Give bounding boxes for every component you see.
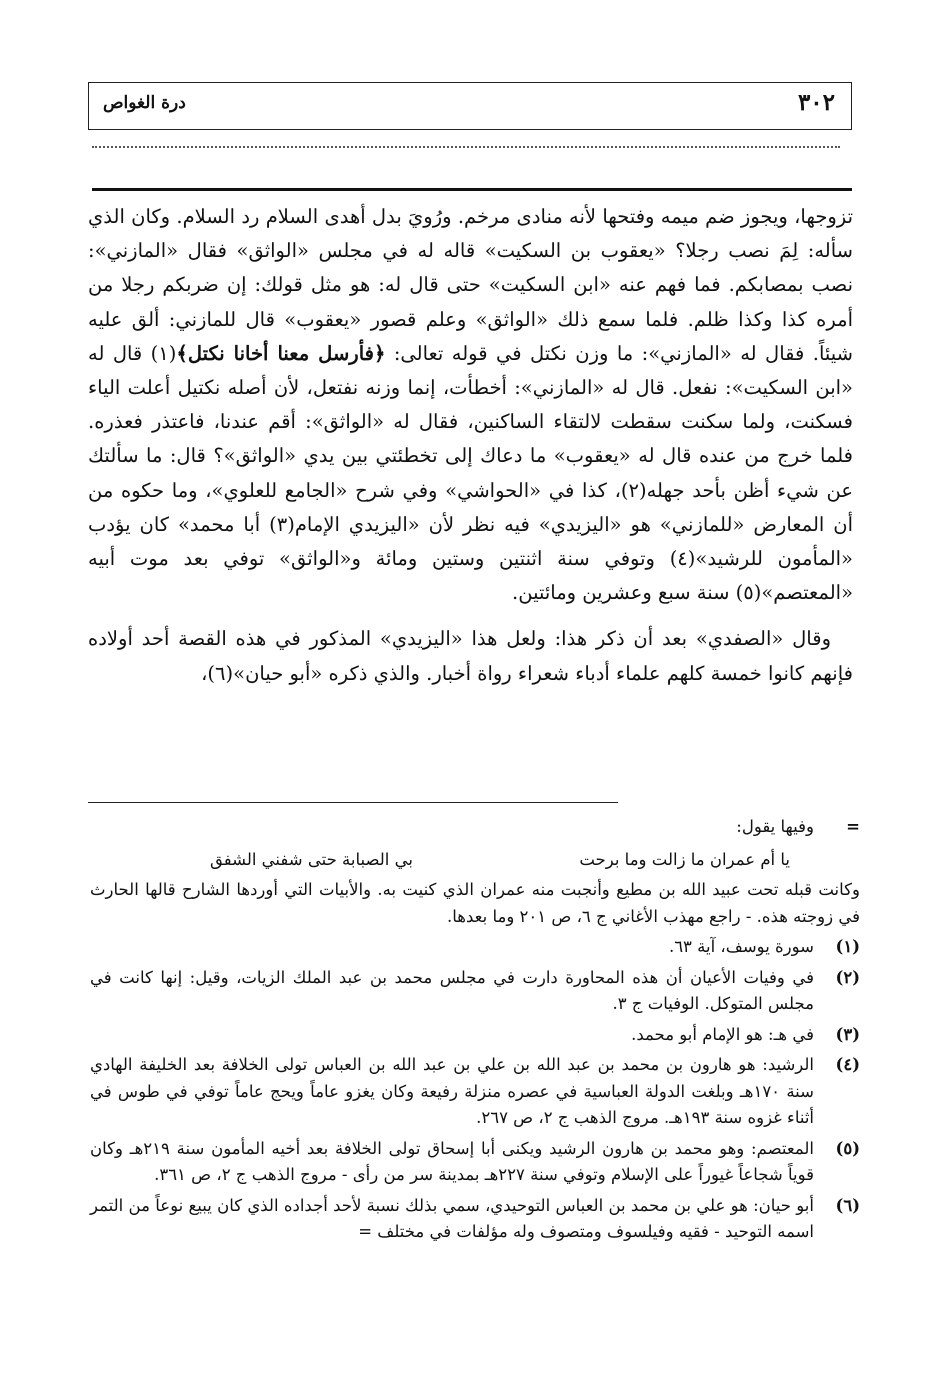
footnote-number: (٦): [835, 1195, 860, 1215]
footnote-text: وفيها يقول:: [736, 817, 814, 836]
footnote: [90, 934, 860, 961]
footnote: [90, 1022, 860, 1049]
footnote: [90, 1052, 860, 1132]
footnote: [90, 1136, 860, 1189]
footnote-number: (٣): [835, 1024, 860, 1044]
footnote-text: في وفيات الأعيان أن هذه المحاورة دارت في مجلس محمد بن عبد الملك الزيات، وقيل: إنها كانت في مجلس المتوكل. الوفيات ج ٣.: [90, 967, 814, 1013]
footnote-continued: [90, 814, 860, 841]
text-run: (١) قال له «ابن السكيت»: نفعل. قال له «المازني»: أخطأت، إنما وزنه نفتعل، لأن أصله نكتيل أعلت الياء فسكنت، ولما سكنت سقطت لالتقاء الساكنين، فقال له «الواثق»: أقم عندنا، فاعتذر فعذره. فلما خرج من عنده قال له «يعقوب» ما دعاك إلى تخطئتي بين يدي «الواثق»؟ قال: ما سألتك عن شيء أظن بأحد جهله(٢)، كذا في «الحواشي» وفي شرح «الجامع للعلوي»، وما حكوه من أن المعارض «للمازني» هو «اليزيدي» فيه نظر لأن «اليزيدي الإمام(٣) أبا محمد» كان يؤدب «المأمون للرشيد»(٤) وتوفي سنة اثنتين وستين ومائة و«الواثق» توفي بعد موت أبيه «المعتصم»(٥) سنة سبع وعشرين ومائتين.: [88, 341, 853, 605]
footnotes: [90, 814, 860, 1250]
footnote-text: الرشيد: هو هارون بن محمد بن عبد الله بن علي بن عبد الله بن العباس تولى الخلافة بعد الخليفة الهادي سنة ١٧٠هـ وبلغت الدولة العباسية في عصره منزلة رفيعة وكان يغزو عاماً ويحج عاماً توفي في طوس في أثناء غزوه سنة ١٩٣هـ. مروج الذهب ج ٢، ص ٢٦٧.: [90, 1055, 814, 1127]
footnote-number: (٥): [835, 1138, 860, 1158]
quran-verse: ﴿فأرسل معنا أخانا نكتل﴾: [176, 341, 386, 365]
footnote-text: في هـ: هو الإمام أبو محمد.: [631, 1024, 814, 1044]
verse-hemistich: بي الصبابة حتى شفني الشفق: [210, 849, 413, 869]
footnote: [90, 965, 860, 1018]
page-number: ٣٠٢: [797, 89, 835, 116]
footnote-text: سورة يوسف، آية ٦٣.: [668, 937, 814, 956]
text-run: تزوجها، ويجوز ضم ميمه وفتحها لأنه منادى مرخم. ورُويَ بدل أهدى السلام رد السلام. وكان الذي سأله: لِمَ نصب رجلا؟ «يعقوب بن السكيت» قاله له في مجلس «الواثق» فقال «المازني»: نصب بمصابكم. فما فهم عنه «ابن السكيت» حتى قال له: هو مثل قولك: إن ضربكم رجلا من أمره كذا وكذا ظلم. فلما سمع ذلك «الواثق» وعلم قصور «يعقوب» قال للمازني: ألق عليه شيئاً. فقال له «المازني»: ما وزن نكتل في قوله تعالى:: [88, 205, 853, 365]
poem-verse: [90, 847, 860, 874]
dotted-separator: [92, 146, 840, 148]
paragraph: [88, 200, 853, 610]
footnote-number: (٤): [835, 1055, 860, 1074]
paragraph: [88, 622, 853, 690]
footnote-text: وكانت قبله تحت عبيد الله بن مطيع وأنجبت منه عمران الذي كنيت به. والأبيات التي أوردها الشارح قالها الحارث في زوجته هذه. - راجع مهذب الأغاني ج ٦، ص ٢٠١ وما بعدها.: [90, 880, 860, 926]
header-rule: [92, 188, 852, 191]
running-title: درة الغواص: [103, 93, 186, 113]
footnote: [90, 1193, 860, 1246]
footnote-number: (١): [835, 937, 860, 956]
page-header: [88, 82, 852, 130]
verse-hemistich: يا أم عمران ما زالت وما برحت: [579, 849, 790, 869]
footnote-text: المعتصم: وهو محمد بن هارون الرشيد ويكنى أبا إسحاق تولى الخلافة بعد أخيه المأمون سنة ٢١٩هـ وكان قوياً شجاعاً غيوراً على الإسلام وتوفي سنة ٢٢٧هـ بمدينة سر من رأى - مروج الذهب ج ٢، ص ٣٦١.: [90, 1138, 814, 1184]
continuation-marker: =: [846, 817, 860, 836]
footnote-separator: [88, 802, 618, 803]
text-run: وقال «الصفدي» بعد أن ذكر هذا: ولعل هذا «اليزيدي» المذكور في هذه القصة أحد أولاده فإنهم كانوا خمسة كلهم علماء أدباء شعراء رواة أخبار. والذي ذكره «أبو حيان»(٦)،: [88, 627, 853, 685]
main-text: [88, 200, 853, 691]
footnote-text: أبو حيان: هو علي بن محمد بن العباس التوحيدي، سمي بذلك نسبة لأحد أجداده الذي كان يبيع نوعاً من التمر اسمه التوحيد - فقيه وفيلسوف ومتصوف وله مؤلفات في مختلف =: [90, 1195, 814, 1241]
footnote-number: (٢): [835, 967, 860, 987]
footnote-continued-text: [90, 877, 860, 930]
